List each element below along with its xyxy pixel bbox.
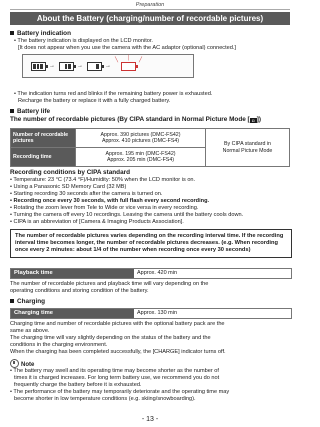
charging-label: Charging time <box>11 309 134 318</box>
battery-life-subheading: The number of recordable pictures (By CIPA standard in Normal Picture Mode [ ◘ ]) <box>10 116 261 123</box>
charging-p2: same as above. <box>10 328 50 334</box>
header-divider <box>10 9 290 10</box>
condition-item: • Temperature: 23 °C (73.4 °F)/Humidity: 50% when the LCD monitor is on. <box>10 177 196 183</box>
warning-box: The number of recordable pictures varies depending on the recording interval time. If the recording interval time becomes longer, the number of recordable pictures decreases. (e.g. When recording once every 2 minutes: about 1/4 of the number when recording once every 30 seconds) <box>10 229 292 258</box>
square-bullet-icon <box>10 109 14 113</box>
condition-item: • Using a Panasonic SD Memory Card (32 MB) <box>10 184 127 190</box>
standard-cell: By CIPA standard in Normal Picture Mode <box>206 129 290 167</box>
note-line: become shorter in low temperature conditions (e.g. skiing/snowboarding). <box>14 396 196 402</box>
arrow-right-icon: → <box>77 63 83 69</box>
battery-indicator-figure <box>22 54 194 78</box>
battery-life-table <box>10 128 290 167</box>
square-bullet-icon <box>10 299 14 303</box>
table-cell: Approx. 195 min (DMC-FS42) Approx. 205 min (DMC-FS4) <box>76 148 206 167</box>
blink-ray-icon: ╲ <box>115 57 119 63</box>
charging-p5: When the charging has been completed successfully, the [CHARGE] indicator turns off. <box>10 349 226 355</box>
blink-ray-icon: ╱ <box>139 57 143 63</box>
table-cell: Approx. 390 pictures (DMC-FS42) Approx. 410 pictures (DMC-FS4) <box>76 129 206 148</box>
playback-desc2: operating conditions and storing condition of the battery. <box>10 288 149 294</box>
note-icon <box>10 359 19 368</box>
note-heading: Note <box>10 359 34 368</box>
battery-full-icon <box>31 62 46 71</box>
square-bullet-icon <box>10 31 14 35</box>
note-line: • The battery may swell and its operating time may become shorter as the number of <box>10 368 219 374</box>
condition-item: • Rotating the zoom lever from Tele to Wide or vice versa in every recording. <box>10 205 199 211</box>
condition-item: • CIPA is an abbreviation of [Camera & Imaging Products Association]. <box>10 219 184 225</box>
page-number: - 13 - <box>141 416 159 423</box>
battery-empty-blinking-icon <box>121 62 136 71</box>
playback-time-bar <box>10 268 292 279</box>
battery-one-third-icon <box>87 62 102 71</box>
note-line: frequently charge the battery before it is exhausted. <box>14 382 142 388</box>
note-line: • The performance of the battery may temporarily deteriorate and the operating time may <box>10 389 230 395</box>
playback-label: Playback time <box>11 269 134 278</box>
playback-desc1: The number of recordable pictures and playback time will vary depending on the <box>10 281 209 287</box>
battery-two-thirds-icon <box>59 62 74 71</box>
running-head: Preparation <box>135 2 165 8</box>
charging-p4: conditions in the charging environment. <box>10 342 108 348</box>
battery-indication-heading: Battery indication <box>10 30 71 37</box>
charging-time-bar <box>10 308 292 319</box>
charging-p3: The charging time will vary slightly depending on the status of the battery and the <box>10 335 211 341</box>
arrow-right-icon: → <box>105 63 111 69</box>
indicator-note1: • The indication turns red and blinks if the remaining battery power is exhausted. <box>14 91 213 97</box>
arrow-right-icon: → <box>49 63 55 69</box>
row-label: Recording time <box>11 148 76 167</box>
camera-icon: ◘ <box>250 118 257 123</box>
table-row <box>11 129 290 148</box>
condition-item: • Turning the camera off every 10 recordings. Leaving the camera until the battery cools down. <box>10 212 244 218</box>
blink-ray-icon: │ <box>127 55 131 61</box>
charging-p1: Charging time and number of recordable pictures with the optional battery pack are the <box>10 321 225 327</box>
indicator-note2: Recharge the battery or replace it with a fully charged battery. <box>18 98 171 104</box>
condition-item: • Starting recording 30 seconds after the camera is turned on. <box>10 191 163 197</box>
row-label: Number of recordable pictures <box>11 129 76 148</box>
charging-heading: Charging <box>10 298 45 305</box>
condition-item: • Recording once every 30 seconds, with full flash every second recording. <box>10 198 210 204</box>
playback-value: Approx. 420 min <box>134 269 291 278</box>
section-banner: About the Battery (charging/number of recordable pictures) <box>10 12 290 25</box>
charging-value: Approx. 130 min <box>134 309 291 318</box>
indicator-line1: • The battery indication is displayed on the LCD monitor. <box>14 38 153 44</box>
indicator-line2: [It does not appear when you use the camera with the AC adaptor (optional) connected.] <box>18 45 236 51</box>
conditions-heading: Recording conditions by CIPA standard <box>10 169 131 176</box>
battery-life-heading: Battery life <box>10 108 50 115</box>
note-line: times it is charged increases. For long term battery use, we recommend you do not <box>14 375 220 381</box>
